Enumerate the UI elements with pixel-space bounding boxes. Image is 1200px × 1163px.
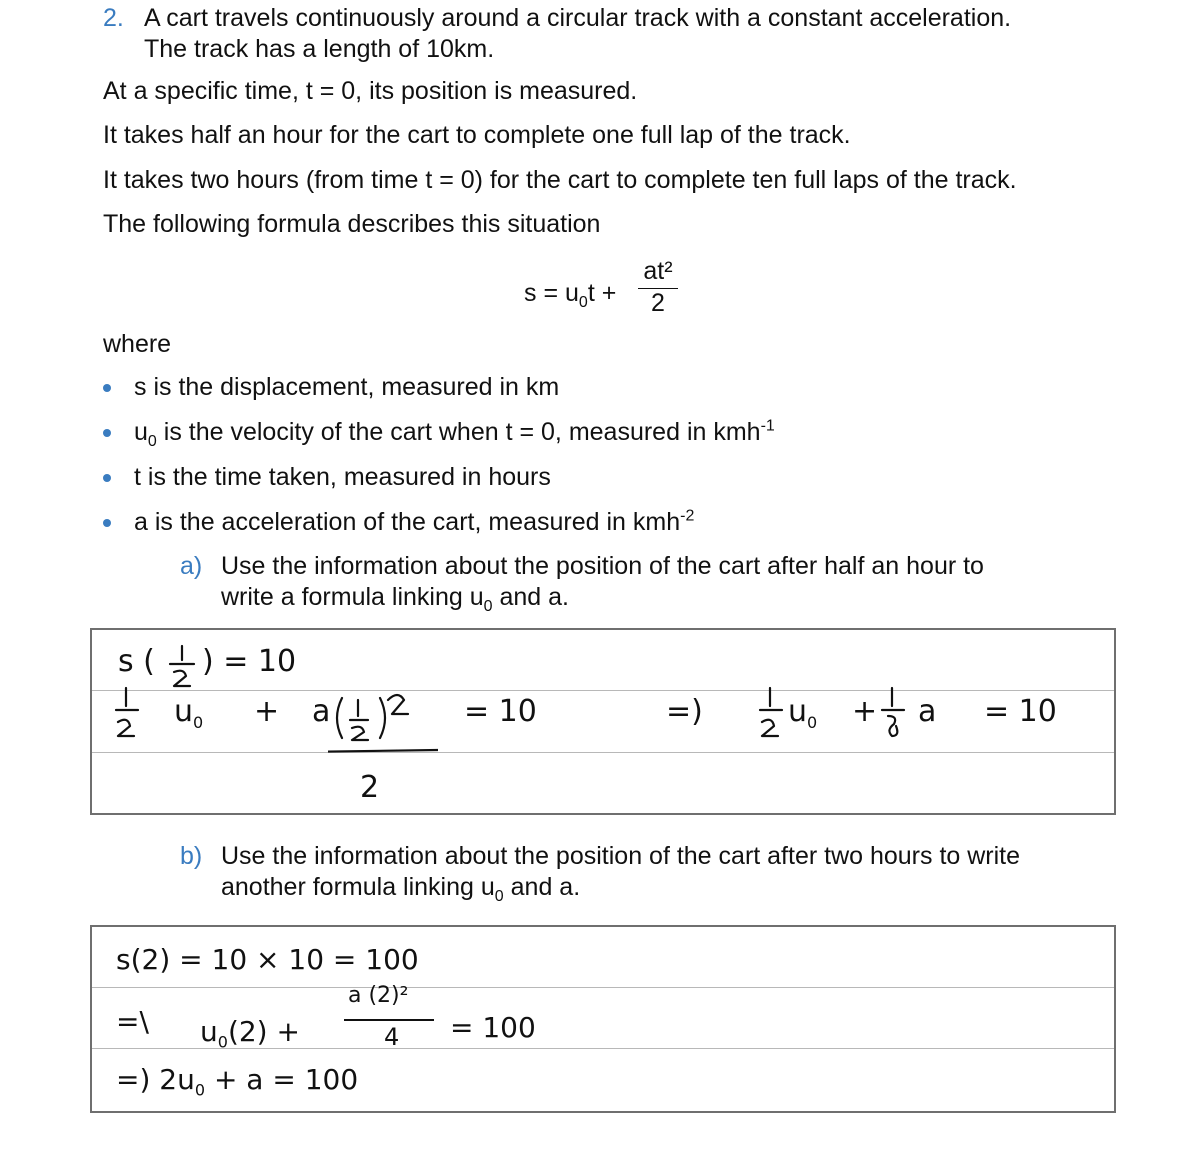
paragraph-2: It takes half an hour for the cart to complete one full lap of the track. — [103, 121, 851, 149]
hw-u: $u_0$ — [174, 694, 204, 732]
part-b-prompt: Use the information about the position of the cart after two hours to write another formula linking $u_0$ and a. — [221, 842, 1021, 905]
hw-half-fraction — [162, 640, 202, 690]
hw-implies: =) — [666, 694, 703, 729]
hw-close-eq-10: ) = 10 — [202, 644, 297, 679]
hw-s-open: s ( — [118, 644, 155, 679]
hw-implies-b: =\ — [116, 1005, 149, 1038]
hw-s2-line: s(2) = 10 × 10 = 100 — [116, 943, 419, 976]
ruled-line — [92, 987, 1114, 988]
hw-plus: + — [254, 694, 280, 729]
formula-lhs: $s = u_0t$ + — [524, 279, 617, 311]
bullet-dot — [103, 384, 111, 392]
formula-fraction — [638, 256, 678, 317]
hw-a: a — [312, 694, 331, 729]
hw-a-2-squared: a (2)² — [348, 983, 409, 1008]
hw-plus-2: + — [852, 694, 878, 729]
hw-u0: $u_0$ — [788, 694, 818, 732]
paragraph-1: At a specific time, t = 0, its position is measured. — [103, 77, 638, 105]
hw-half-fraction-3 — [756, 682, 786, 742]
ruled-line — [92, 690, 1114, 691]
question-intro — [144, 3, 1011, 65]
part-a-prompt: Use the information about the position of the cart after half an hour to write a formula linking $u_0$ and a. — [221, 552, 984, 615]
hw-eq-10-final: = 10 — [984, 694, 1057, 729]
hw-paren-half-squared — [328, 678, 438, 758]
hw-a-2: a — [918, 694, 937, 729]
ruled-line — [92, 752, 1114, 753]
ruled-line — [92, 1048, 1114, 1049]
answer-box-b[interactable] — [90, 925, 1116, 1113]
where-label: where — [103, 330, 172, 358]
formula-numerator: at² — [643, 257, 673, 285]
hw-eq-100: = 100 — [450, 1011, 536, 1044]
hw-eq-10: = 10 — [464, 694, 537, 729]
hw-fraction-bar — [344, 1019, 434, 1021]
hw-u0-2: $u_0(2)$ + — [200, 1015, 300, 1052]
question-line-2: The track has a length of 10km. — [144, 35, 495, 63]
part-a-label: a) — [180, 552, 203, 580]
paragraph-3: It takes two hours (from time t = 0) for the cart to complete ten full laps of the track. — [103, 166, 1017, 194]
answer-box-a[interactable] — [90, 628, 1116, 815]
hw-half-fraction-2 — [112, 682, 142, 742]
part-b-label: b) — [180, 842, 203, 870]
bullet-dot — [103, 519, 111, 527]
bullet-dot — [103, 474, 111, 482]
hw-den-4: 4 — [384, 1023, 400, 1051]
question-number: 2. — [103, 4, 124, 32]
question-line-1: A cart travels continuously around a circular track with a constant acceleration. — [144, 4, 1012, 32]
hw-line-3: =) $2u_0 + a = 100$ — [116, 1063, 359, 1100]
formula-denominator: 2 — [651, 289, 665, 317]
hw-denominator-2: 2 — [360, 770, 380, 805]
paragraph-4: The following formula describes this situation — [103, 210, 601, 238]
bullet-dot — [103, 429, 111, 437]
hw-eighth-fraction — [878, 682, 908, 742]
